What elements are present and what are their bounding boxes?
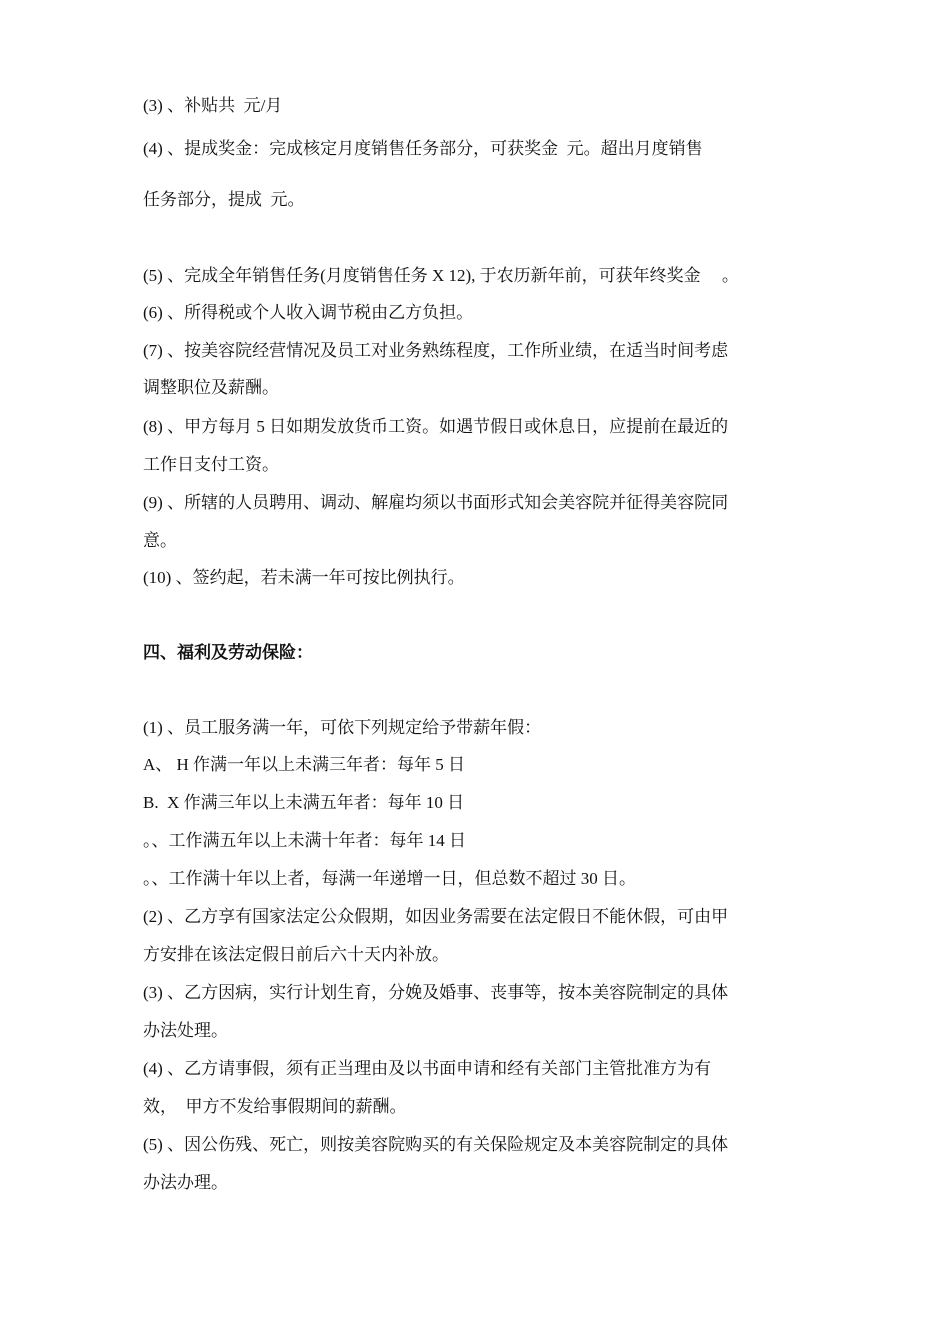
clause-10-proration: (10) 、签约起，若未满一年可按比例执行。 xyxy=(143,568,465,587)
benefit-4-personal-leave: (4) 、乙方请事假，须有正当理由及以书面申请和经有关部门主管批准方为有 xyxy=(143,1059,712,1078)
benefit-5-work-injury: (5) 、因公伤残、死亡，则按美容院购买的有关保险规定及本美容院制定的具体 xyxy=(143,1135,729,1154)
clause-7-adjustment-cont: 调整职位及薪酬。 xyxy=(143,378,279,397)
clause-6-income-tax: (6) 、所得税或个人收入调节税由乙方负担。 xyxy=(143,303,474,322)
clause-5-annual-bonus: (5) 、完成全年销售任务(月度销售任务 X 12), 于农历新年前，可获年终奖金 。 xyxy=(143,266,739,285)
benefit-5-work-injury-cont: 办法办理。 xyxy=(143,1173,228,1192)
benefit-2-public-holidays: (2) 、乙方享有国家法定公众假期，如因业务需要在法定假日不能休假，可由甲 xyxy=(143,907,729,926)
clause-9-staffing: (9) 、所辖的人员聘用、调动、解雇均须以书面形式知会美容院并征得美容院同 xyxy=(143,493,729,512)
clause-7-adjustment: (7) 、按美容院经营情况及员工对业务熟练程度，工作所业绩，在适当时间考虑 xyxy=(143,341,729,360)
clause-9-staffing-cont: 意。 xyxy=(143,531,177,550)
section-heading-benefits: 四、福利及劳动保险： xyxy=(143,643,313,662)
benefit-2-public-holidays-cont: 方安排在该法定假日前后六十天内补放。 xyxy=(143,945,449,964)
leave-rule-b: B. X 作满三年以上未满五年者：每年 10 日 xyxy=(143,793,465,812)
leave-rule-c: 。、工作满五年以上未满十年者：每年 14 日 xyxy=(143,831,466,850)
clause-3-allowance: (3) 、补贴共 元/月 xyxy=(143,96,283,115)
clause-8-payday-cont: 工作日支付工资。 xyxy=(143,455,279,474)
benefit-1-annual-leave: (1) 、员工服务满一年，可依下列规定给予带薪年假： xyxy=(143,718,542,737)
benefit-3-illness-family-cont: 办法处理。 xyxy=(143,1021,228,1040)
clause-4-commission: (4) 、提成奖金：完成核定月度销售任务部分，可获奖金 元。超出月度销售 xyxy=(143,139,703,158)
clause-4-commission-cont: 任务部分，提成 元。 xyxy=(143,190,305,209)
leave-rule-a: A、 H 作满一年以上未满三年者：每年 5 日 xyxy=(143,755,466,774)
leave-rule-d: 。、工作满十年以上者，每满一年递增一日，但总数不超过 30 日。 xyxy=(143,869,636,888)
benefit-4-personal-leave-cont: 效， 甲方不发给事假期间的薪酬。 xyxy=(143,1097,407,1116)
benefit-3-illness-family: (3) 、乙方因病，实行计划生育，分娩及婚事、丧事等，按本美容院制定的具体 xyxy=(143,983,729,1002)
clause-8-payday: (8) 、甲方每月 5 日如期发放货币工资。如遇节假日或休息日，应提前在最近的 xyxy=(143,417,729,436)
